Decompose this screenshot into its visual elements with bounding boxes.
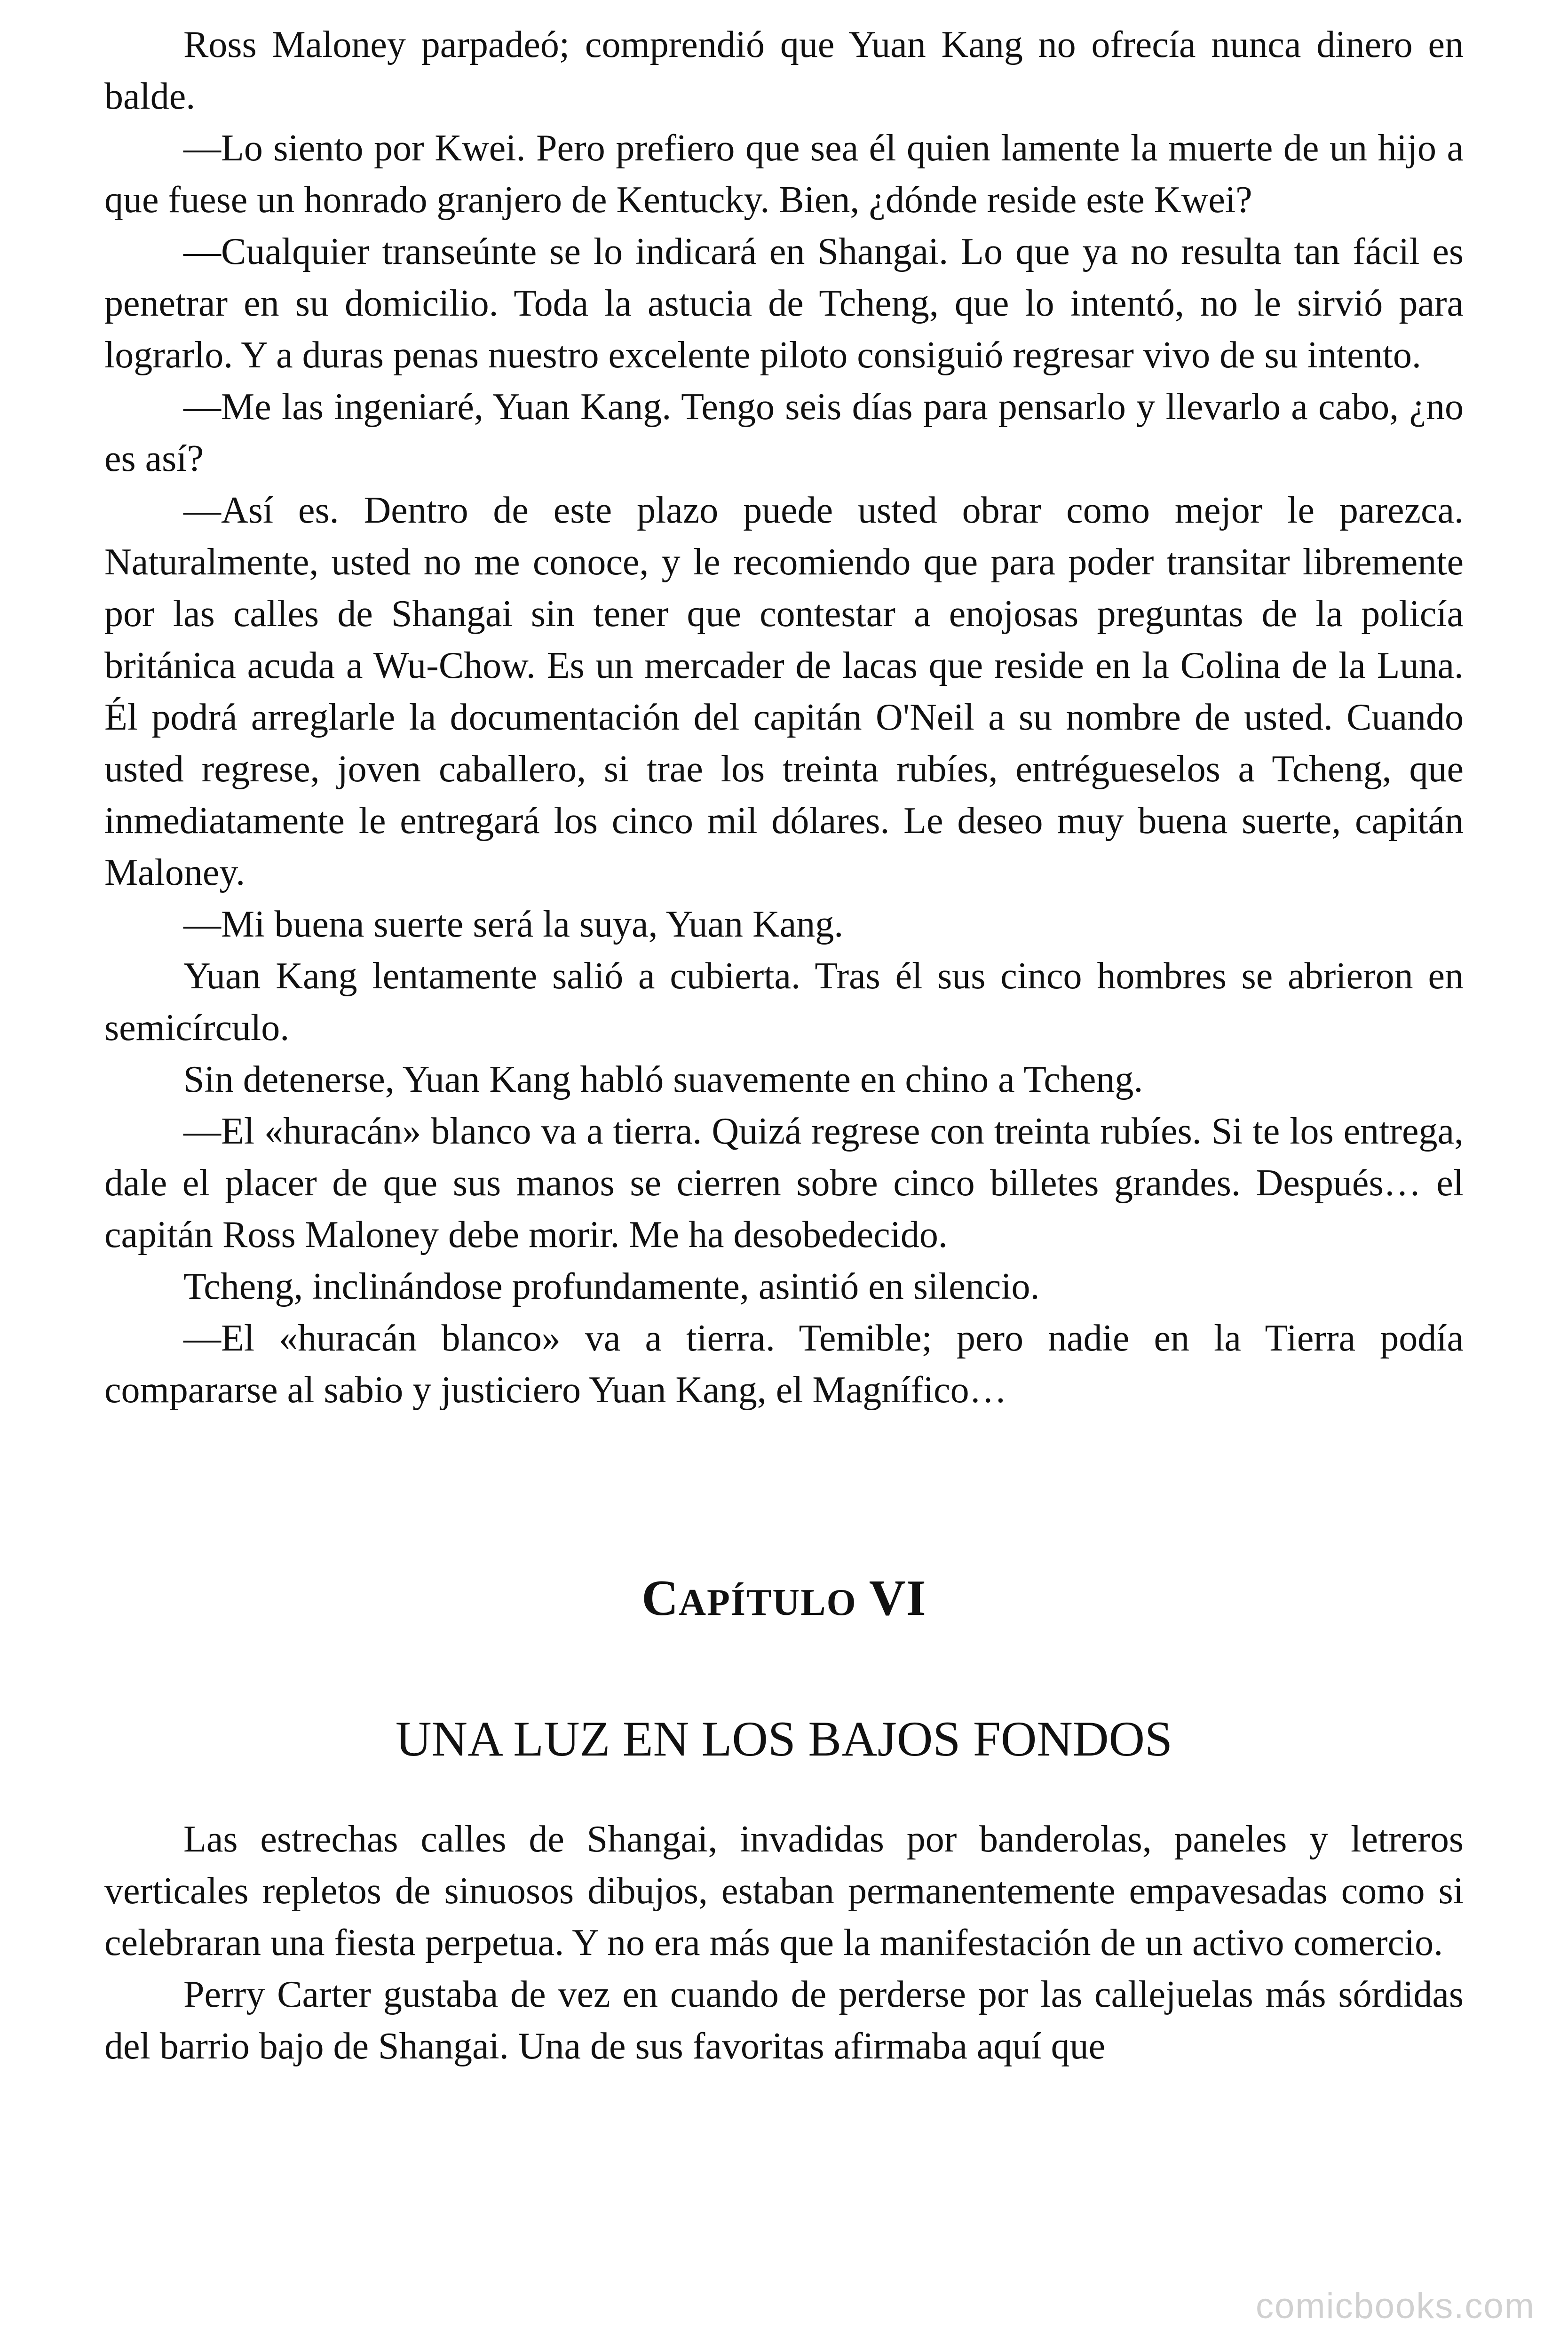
chapter-numeral: VI	[869, 1570, 927, 1626]
paragraph: —Mi buena suerte será la suya, Yuan Kang.	[183, 904, 844, 945]
text-block-top	[104, 19, 1464, 1416]
chapter-label-initial: C	[641, 1570, 679, 1626]
paragraph: Ross Maloney parpadeó; comprendió que Yuan Kang no ofrecía nunca dinero en balde.	[104, 24, 1464, 117]
paragraph: Tcheng, inclinándose profundamente, asintió en silencio.	[183, 1266, 1040, 1307]
watermark: comicbooks.com	[1256, 2286, 1535, 2326]
paragraph: —Cualquier transeúnte se lo indicará en Shangai. Lo que ya no resulta tan fácil es penetrar en su domicilio. Toda la astucia de Tcheng, que lo intentó, no le sirvió para lograrlo. Y a duras penas nuestro excelente piloto consiguió regresar vivo de su intento.	[104, 231, 1464, 376]
book-page	[104, 19, 1464, 2072]
chapter-number-heading	[104, 1416, 1464, 1636]
paragraph: Sin detenerse, Yuan Kang habló suavemente en chino a Tcheng.	[183, 1059, 1143, 1100]
paragraph: —El «huracán blanco» va a tierra. Temible; pero nadie en la Tierra podía compararse al sabio y justiciero Yuan Kang, el Magnífico…	[104, 1318, 1464, 1411]
paragraph: Las estrechas calles de Shangai, invadidas por banderolas, paneles y letreros verticales repletos de sinuosos dibujos, estaban permanentemente empavesadas como si celebraran una fiesta perpetua. Y no era más que la manifestación de un activo comercio.	[104, 1819, 1464, 1963]
paragraph: —Así es. Dentro de este plazo puede usted obrar como mejor le parezca. Naturalmente, usted no me conoce, y le recomiendo que para poder transitar libremente por las calles de Shangai sin tener que contestar a enojosas preguntas de la policía británica acuda a Wu-Chow. Es un mercader de lacas que reside en la Colina de la Luna. Él podrá arreglarle la documentación del capitán O'Neil a su nombre de usted. Cuando usted regrese, joven caballero, si trae los treinta rubíes, entrégueselos a Tcheng, que inmediatamente le entregará los cinco mil dólares. Le deseo muy buena suerte, capitán Maloney.	[104, 490, 1464, 893]
text-block-bottom	[104, 1813, 1464, 2072]
paragraph: Yuan Kang lentamente salió a cubierta. Tras él sus cinco hombres se abrieron en semicírculo.	[104, 955, 1464, 1049]
chapter-label-rest: APÍTULO	[679, 1582, 857, 1623]
paragraph: —Lo siento por Kwei. Pero prefiero que sea él quien lamente la muerte de un hijo a que fuese un honrado granjero de Kentucky. Bien, ¿dónde reside este Kwei?	[104, 127, 1464, 221]
chapter-title: UNA LUZ EN LOS BAJOS FONDOS	[395, 1711, 1172, 1766]
paragraph: —Me las ingeniaré, Yuan Kang. Tengo seis días para pensarlo y llevarlo a cabo, ¿no es así?	[104, 386, 1464, 479]
paragraph: Perry Carter gustaba de vez en cuando de perderse por las callejuelas más sórdidas del barrio bajo de Shangai. Una de sus favoritas afirmaba aquí que	[104, 1974, 1464, 2067]
paragraph: —El «huracán» blanco va a tierra. Quizá regrese con treinta rubíes. Si te los entrega, dale el placer de que sus manos se cierren sobre cinco billetes grandes. Después… el capitán Ross Maloney debe morir. Me ha desobedecido.	[104, 1111, 1464, 1255]
